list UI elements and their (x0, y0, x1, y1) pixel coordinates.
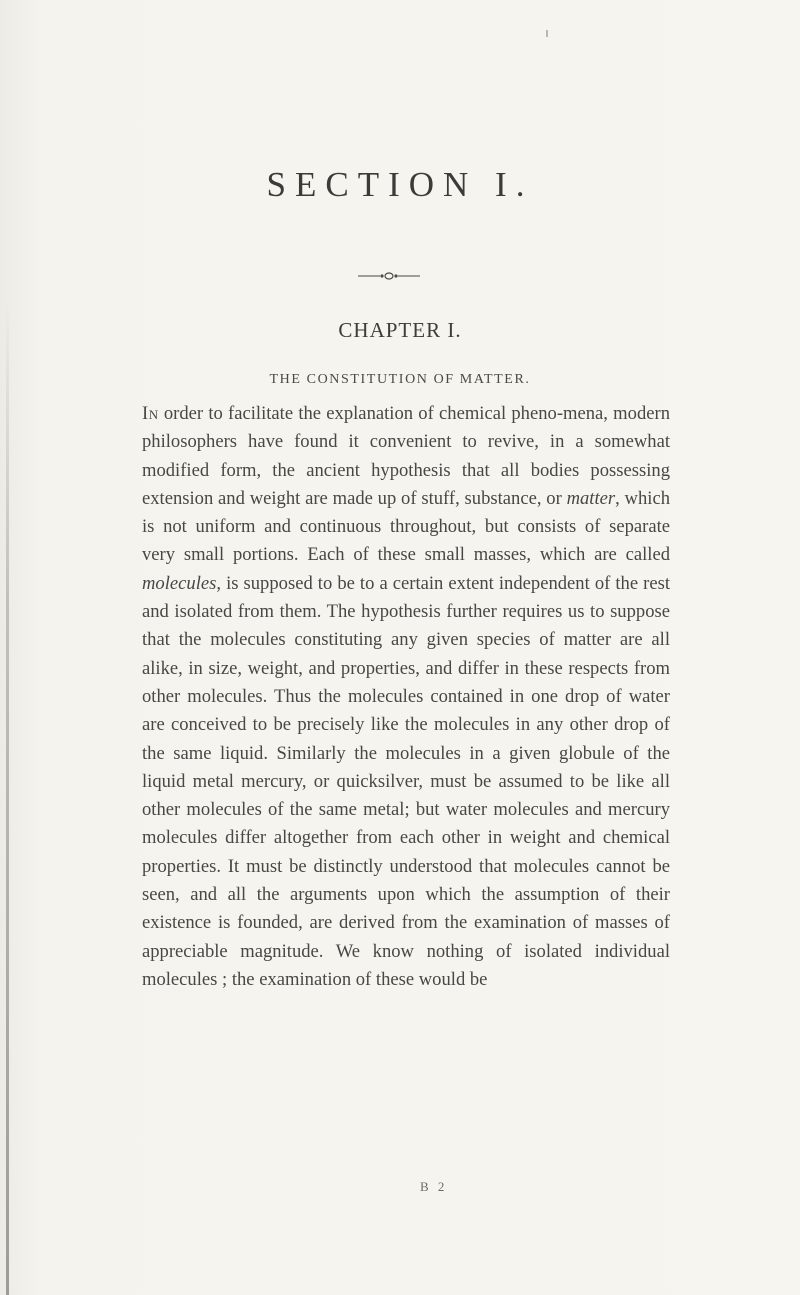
section-title: SECTION I. (266, 165, 534, 204)
body-text-segment-italic: matter (566, 487, 616, 509)
chapter-title: CHAPTER I. (338, 318, 462, 342)
body-paragraph (142, 400, 670, 994)
body-text-segment: , is supposed to be to a certain extent independent of the rest and isolated from them. The hypothesis further requires us to suppose that the molecules constituting any given species of matter are all alike, in size, weight, and properties, and differ in these respects from other molecules. Thus the molecules contained in one drop of water are conceived to be precisely like the molecules in any other drop of the same liquid. Similarly the molecules in a given globule of the liquid metal mercury, or quicksilver, must be assumed to be like all other molecules of the same metal; but water molecules and mercury molecules differ altogether from each other in weight and chemical properties. It must be distinctly understood that molecules cannot be seen, and all the arguments upon which the assumption of their existence is founded, are derived from the examination of masses of appreciable magnitude. We know nothing of isolated individual molecules ; the examination of these would be (142, 572, 670, 990)
body-text-segment-italic: molecules (142, 572, 217, 594)
ornament-divider-icon (358, 272, 420, 280)
body-lead-word: In (142, 403, 159, 424)
body-text-segment: , which is not uniform and continuous throughout, but consists of separate very small portions. Each of these small masses, which are called (142, 487, 670, 566)
chapter-subtitle: THE CONSTITUTION OF MATTER. (269, 372, 531, 387)
page-gutter-shadow (6, 300, 9, 1295)
page-signature: B 2 (420, 1179, 448, 1194)
body-text-segment: order to facilitate the explanation of chemical pheno-mena, modern philosophers have found it convenient to revive, in a somewhat modified form, the ancient hypothesis that all bodies possessing extension and weight are made up of stuff, substance, or (142, 403, 670, 509)
pencil-mark (546, 30, 548, 37)
